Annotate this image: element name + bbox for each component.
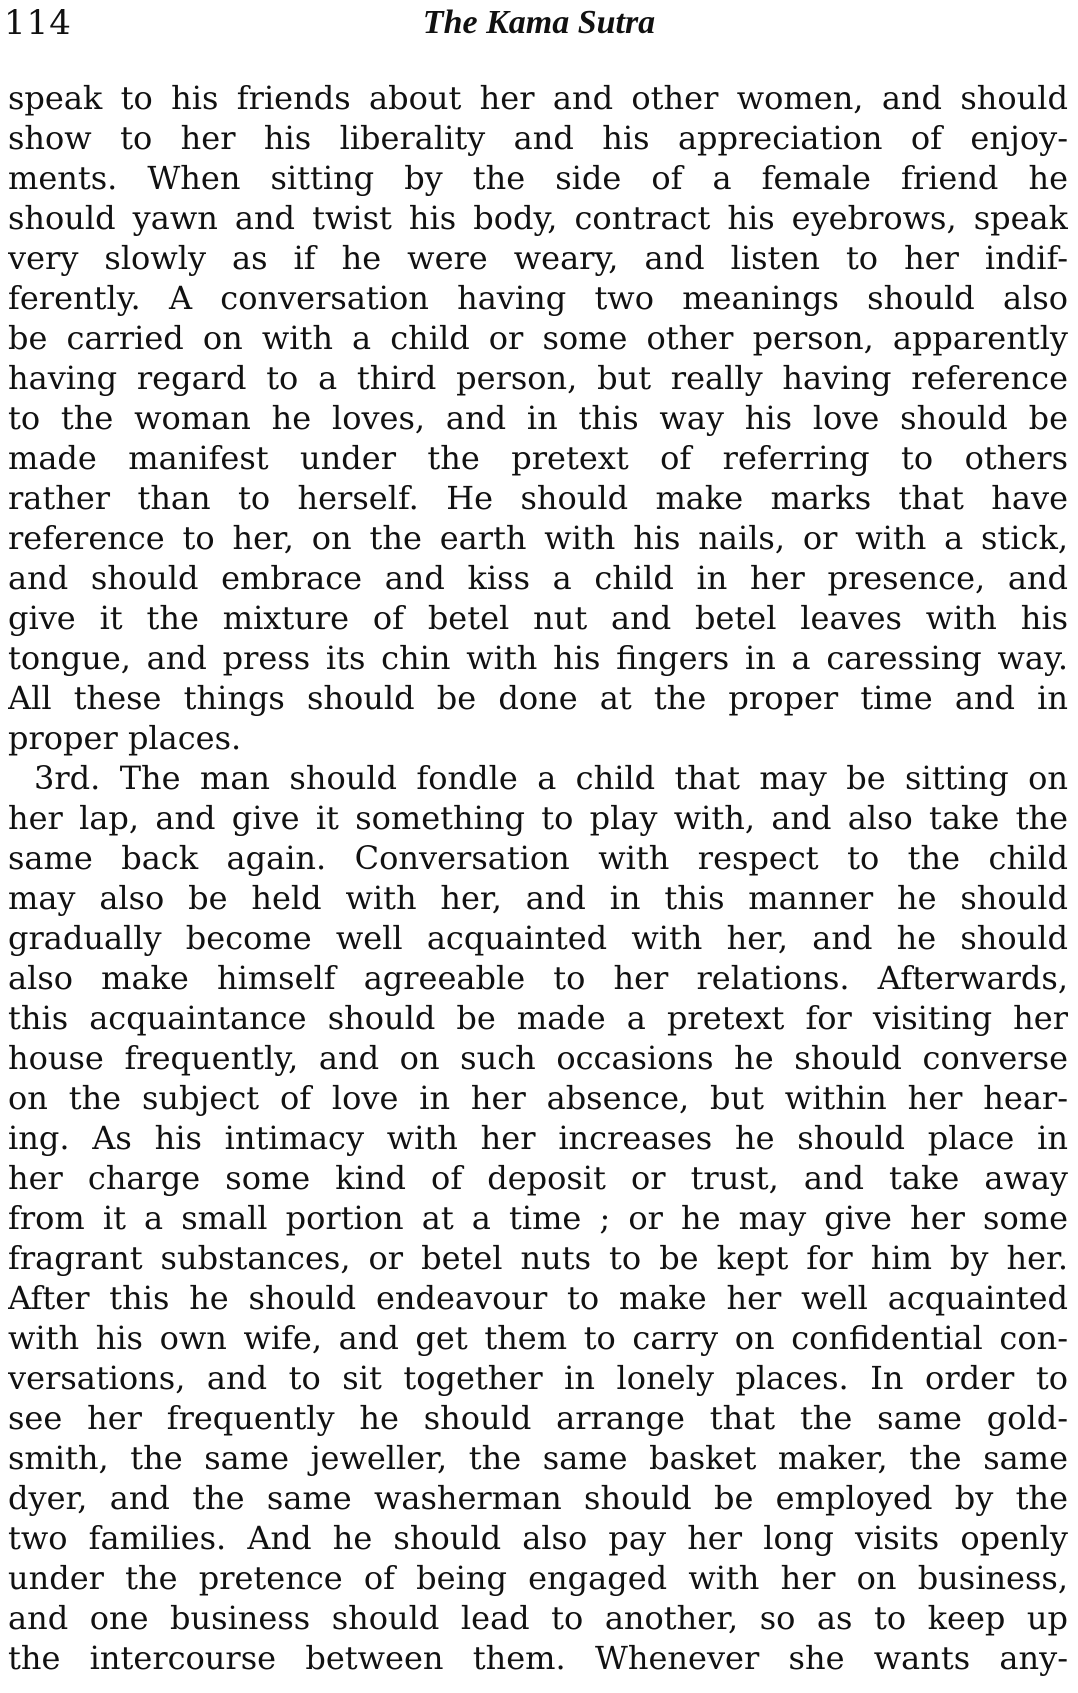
text-line: to the woman he loves, and in this way his love should be <box>8 399 1068 437</box>
text-line: her lap, and give it something to play with, and also take the <box>8 799 1068 837</box>
book-title: The Kama Sutra <box>422 4 656 41</box>
text-line: give it the mixture of betel nut and betel leaves with his <box>8 599 1068 637</box>
text-line: and one business should lead to another, so as to keep up <box>8 1599 1068 1637</box>
text-line: speak to his friends about her and other women, and should <box>8 79 1068 117</box>
text-line: this acquaintance should be made a pretext for visiting her <box>8 999 1068 1037</box>
text-line: same back again. Conversation with respect to the child <box>8 839 1068 877</box>
text-line: should yawn and twist his body, contract his eyebrows, speak <box>8 199 1068 237</box>
running-head <box>0 0 1078 56</box>
text-line: dyer, and the same washerman should be employed by the <box>8 1479 1068 1517</box>
text-line: fragrant substances, or betel nuts to be kept for him by her. <box>8 1239 1068 1277</box>
text-line: versations, and to sit together in lonely places. In order to <box>8 1359 1068 1397</box>
body-text <box>8 78 1068 1678</box>
text-line: having regard to a third person, but really having reference <box>8 359 1068 397</box>
text-line: and should embrace and kiss a child in her presence, and <box>8 559 1068 597</box>
text-line: very slowly as if he were weary, and listen to her indif- <box>8 239 1068 277</box>
text-line: the intercourse between them. Whenever she wants any- <box>8 1639 1068 1677</box>
text-line: ing. As his intimacy with her increases he should place in <box>8 1119 1068 1157</box>
text-line: reference to her, on the earth with his nails, or with a stick, <box>8 519 1068 557</box>
text-line: made manifest under the pretext of referring to others <box>8 439 1068 477</box>
text-line: house frequently, and on such occasions he should converse <box>8 1039 1068 1077</box>
text-line: on the subject of love in her absence, but within her hear- <box>8 1079 1068 1117</box>
text-line: with his own wife, and get them to carry on confidential con- <box>8 1319 1068 1357</box>
text-line: After this he should endeavour to make her well acquainted <box>8 1279 1068 1317</box>
text-line: smith, the same jeweller, the same basket maker, the same <box>8 1439 1068 1477</box>
text-line: gradually become well acquainted with her, and he should <box>8 919 1068 957</box>
page-number: 114 <box>4 3 72 43</box>
text-line: see her frequently he should arrange that the same gold- <box>8 1399 1068 1437</box>
text-line: rather than to herself. He should make marks that have <box>8 479 1068 517</box>
text-line: ferently. A conversation having two meanings should also <box>8 279 1068 317</box>
text-line: two families. And he should also pay her long visits openly <box>8 1519 1068 1557</box>
text-line: also make himself agreeable to her relations. Afterwards, <box>8 959 1068 997</box>
text-line: may also be held with her, and in this manner he should <box>8 879 1068 917</box>
text-line: All these things should be done at the proper time and in <box>8 679 1068 717</box>
paragraph-end-line: proper places. <box>8 719 242 757</box>
text-line: from it a small portion at a time ; or he may give her some <box>8 1199 1068 1237</box>
text-line: ments. When sitting by the side of a female friend he <box>8 159 1068 197</box>
text-line: show to her his liberality and his appreciation of enjoy- <box>8 119 1068 157</box>
text-line: under the pretence of being engaged with her on business, <box>8 1559 1068 1597</box>
paragraph-start-line: 3rd. The man should fondle a child that may be sitting on <box>34 759 1068 797</box>
text-line: be carried on with a child or some other person, apparently <box>8 319 1068 357</box>
text-line: tongue, and press its chin with his fingers in a caressing way. <box>8 639 1068 677</box>
text-line: her charge some kind of deposit or trust, and take away <box>8 1159 1068 1197</box>
